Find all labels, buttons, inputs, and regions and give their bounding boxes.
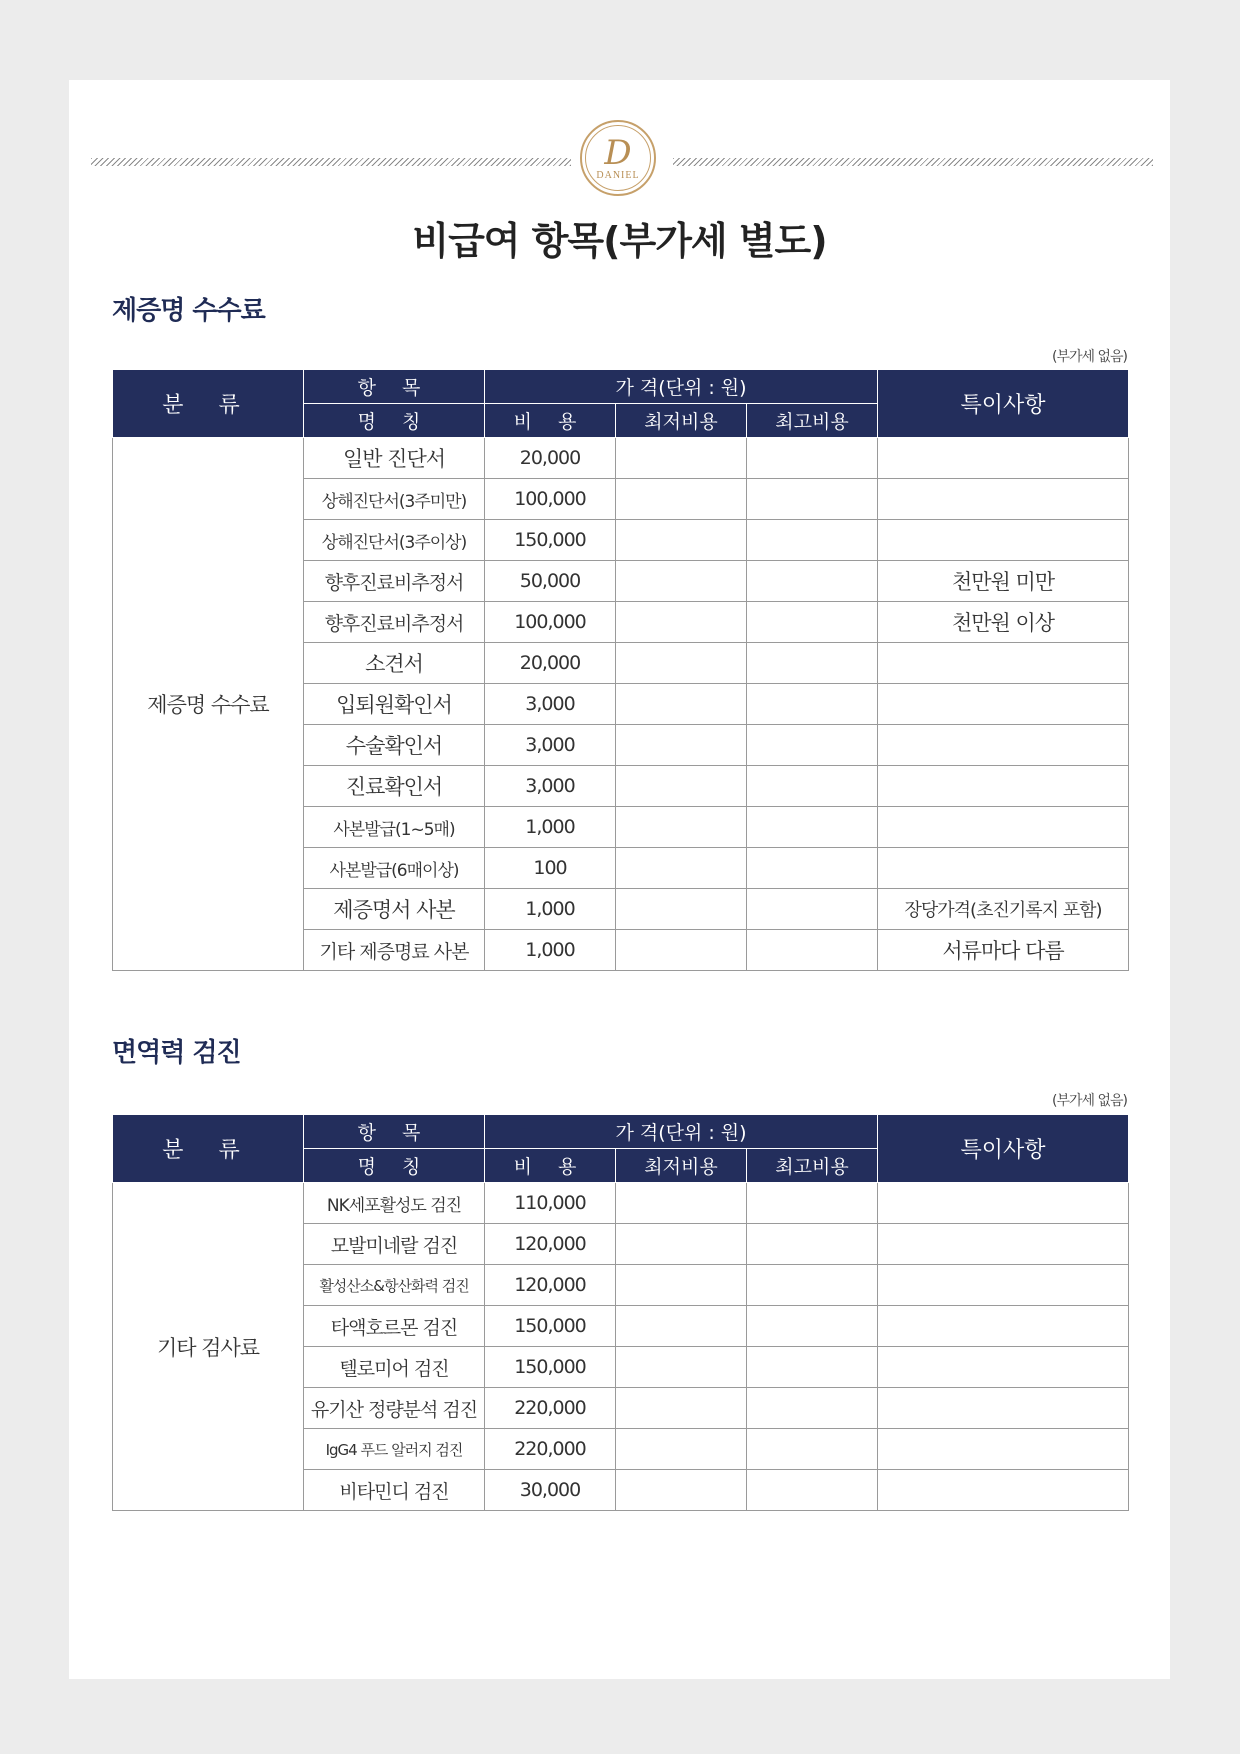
- logo-wordmark: DANIEL: [596, 170, 640, 181]
- item-remark: [878, 684, 1129, 725]
- item-min-cost: [616, 479, 747, 520]
- item-max-cost: [747, 848, 878, 889]
- item-cost: 150,000: [485, 520, 616, 561]
- header-category: 분 류: [113, 370, 304, 438]
- item-min-cost: [616, 438, 747, 479]
- item-name: 사본발급(1~5매): [304, 807, 485, 848]
- decorative-divider-left: [91, 158, 571, 166]
- item-remark: 천만원 이상: [878, 602, 1129, 643]
- item-name: 비타민디 검진: [304, 1470, 485, 1511]
- header-price: 가 격(단위 : 원): [485, 370, 878, 404]
- item-min-cost: [616, 1224, 747, 1265]
- item-max-cost: [747, 643, 878, 684]
- item-max-cost: [747, 684, 878, 725]
- vat-note-certificates: (부가세 없음): [1052, 349, 1127, 365]
- page-title: 비급여 항목(부가세 별도): [412, 219, 827, 263]
- item-max-cost: [747, 1224, 878, 1265]
- item-min-cost: [616, 1265, 747, 1306]
- category-cell: 기타 검사료: [113, 1183, 304, 1511]
- item-min-cost: [616, 561, 747, 602]
- item-cost: 20,000: [485, 643, 616, 684]
- item-remark: [878, 725, 1129, 766]
- item-remark: [878, 643, 1129, 684]
- item-remark: 천만원 미만: [878, 561, 1129, 602]
- item-cost: 110,000: [485, 1183, 616, 1224]
- item-name: 상해진단서(3주이상): [304, 520, 485, 561]
- item-max-cost: [747, 520, 878, 561]
- item-name: 유기산 정량분석 검진: [304, 1388, 485, 1429]
- item-cost: 1,000: [485, 930, 616, 971]
- item-name: IgG4 푸드 알러지 검진: [304, 1429, 485, 1470]
- document-sheet: [69, 80, 1170, 1679]
- item-remark: 서류마다 다름: [878, 930, 1129, 971]
- item-min-cost: [616, 889, 747, 930]
- item-cost: 120,000: [485, 1224, 616, 1265]
- item-min-cost: [616, 602, 747, 643]
- vat-note-immunity: (부가세 없음): [1052, 1093, 1127, 1109]
- item-cost: 1,000: [485, 807, 616, 848]
- item-name: 수술확인서: [304, 725, 485, 766]
- item-max-cost: [747, 889, 878, 930]
- item-cost: 3,000: [485, 725, 616, 766]
- item-name: 소견서: [304, 643, 485, 684]
- item-max-cost: [747, 479, 878, 520]
- item-name: 입퇴원확인서: [304, 684, 485, 725]
- item-min-cost: [616, 1306, 747, 1347]
- item-name: 타액호르몬 검진: [304, 1306, 485, 1347]
- immunity-test-table: [112, 1114, 1129, 1511]
- item-remark: [878, 438, 1129, 479]
- logo-ring: [585, 125, 651, 191]
- header-category: 분 류: [113, 1115, 304, 1183]
- item-min-cost: [616, 848, 747, 889]
- header-min-cost: 최저비용: [616, 1149, 747, 1183]
- item-remark: [878, 1347, 1129, 1388]
- table-row: [113, 438, 1129, 479]
- table-row: [113, 1183, 1129, 1224]
- header-name: 명 칭: [304, 404, 485, 438]
- item-cost: 30,000: [485, 1470, 616, 1511]
- item-name: 향후진료비추정서: [304, 561, 485, 602]
- item-min-cost: [616, 1388, 747, 1429]
- item-max-cost: [747, 1347, 878, 1388]
- item-max-cost: [747, 602, 878, 643]
- item-name: 제증명서 사본: [304, 889, 485, 930]
- item-min-cost: [616, 643, 747, 684]
- item-cost: 100,000: [485, 479, 616, 520]
- item-remark: [878, 807, 1129, 848]
- item-name: 향후진료비추정서: [304, 602, 485, 643]
- item-max-cost: [747, 807, 878, 848]
- item-min-cost: [616, 1470, 747, 1511]
- item-max-cost: [747, 1265, 878, 1306]
- item-name: 일반 진단서: [304, 438, 485, 479]
- header-item: 항 목: [304, 1115, 485, 1149]
- item-remark: [878, 1265, 1129, 1306]
- item-remark: [878, 520, 1129, 561]
- certificate-fee-table: [112, 369, 1129, 971]
- item-cost: 1,000: [485, 889, 616, 930]
- item-remark: [878, 1183, 1129, 1224]
- item-remark: [878, 848, 1129, 889]
- decorative-divider-right: [673, 158, 1153, 166]
- item-cost: 150,000: [485, 1347, 616, 1388]
- item-max-cost: [747, 1183, 878, 1224]
- item-cost: 3,000: [485, 684, 616, 725]
- item-name: 사본발급(6매이상): [304, 848, 485, 889]
- item-min-cost: [616, 520, 747, 561]
- item-cost: 100,000: [485, 602, 616, 643]
- header-name: 명 칭: [304, 1149, 485, 1183]
- header-min-cost: 최저비용: [616, 404, 747, 438]
- item-name: 활성산소&항산화력 검진: [304, 1265, 485, 1306]
- item-cost: 20,000: [485, 438, 616, 479]
- item-min-cost: [616, 684, 747, 725]
- item-name: NK세포활성도 검진: [304, 1183, 485, 1224]
- item-name: 상해진단서(3주미만): [304, 479, 485, 520]
- item-min-cost: [616, 725, 747, 766]
- header-max-cost: 최고비용: [747, 404, 878, 438]
- item-remark: [878, 1224, 1129, 1265]
- section-title-immunity: 면역력 검진: [112, 1038, 241, 1068]
- item-cost: 120,000: [485, 1265, 616, 1306]
- header-item: 항 목: [304, 370, 485, 404]
- item-cost: 150,000: [485, 1306, 616, 1347]
- item-name: 기타 제증명료 사본: [304, 930, 485, 971]
- header-cost: 비 용: [485, 404, 616, 438]
- item-max-cost: [747, 725, 878, 766]
- item-name: 모발미네랄 검진: [304, 1224, 485, 1265]
- header-remarks: 특이사항: [878, 1115, 1129, 1183]
- item-max-cost: [747, 438, 878, 479]
- item-min-cost: [616, 1429, 747, 1470]
- item-remark: [878, 766, 1129, 807]
- item-max-cost: [747, 561, 878, 602]
- item-remark: [878, 1470, 1129, 1511]
- item-min-cost: [616, 1183, 747, 1224]
- item-name: 텔로미어 검진: [304, 1347, 485, 1388]
- item-remark: [878, 479, 1129, 520]
- item-max-cost: [747, 1470, 878, 1511]
- header-remarks: 특이사항: [878, 370, 1129, 438]
- item-remark: [878, 1429, 1129, 1470]
- item-name: 진료확인서: [304, 766, 485, 807]
- item-max-cost: [747, 930, 878, 971]
- item-min-cost: [616, 766, 747, 807]
- header-cost: 비 용: [485, 1149, 616, 1183]
- header-max-cost: 최고비용: [747, 1149, 878, 1183]
- item-remark: [878, 1388, 1129, 1429]
- item-min-cost: [616, 930, 747, 971]
- section-title-certificates: 제증명 수수료: [112, 296, 265, 326]
- daniel-logo: [580, 120, 656, 196]
- item-cost: 100: [485, 848, 616, 889]
- item-max-cost: [747, 766, 878, 807]
- item-cost: 220,000: [485, 1429, 616, 1470]
- logo-mark: D: [604, 133, 632, 173]
- item-max-cost: [747, 1306, 878, 1347]
- item-min-cost: [616, 1347, 747, 1388]
- item-min-cost: [616, 807, 747, 848]
- item-max-cost: [747, 1429, 878, 1470]
- item-cost: 3,000: [485, 766, 616, 807]
- header-price: 가 격(단위 : 원): [485, 1115, 878, 1149]
- item-cost: 220,000: [485, 1388, 616, 1429]
- category-cell: 제증명 수수료: [113, 438, 304, 971]
- item-remark: [878, 1306, 1129, 1347]
- item-cost: 50,000: [485, 561, 616, 602]
- item-max-cost: [747, 1388, 878, 1429]
- item-remark: 장당가격(초진기록지 포함): [878, 889, 1129, 930]
